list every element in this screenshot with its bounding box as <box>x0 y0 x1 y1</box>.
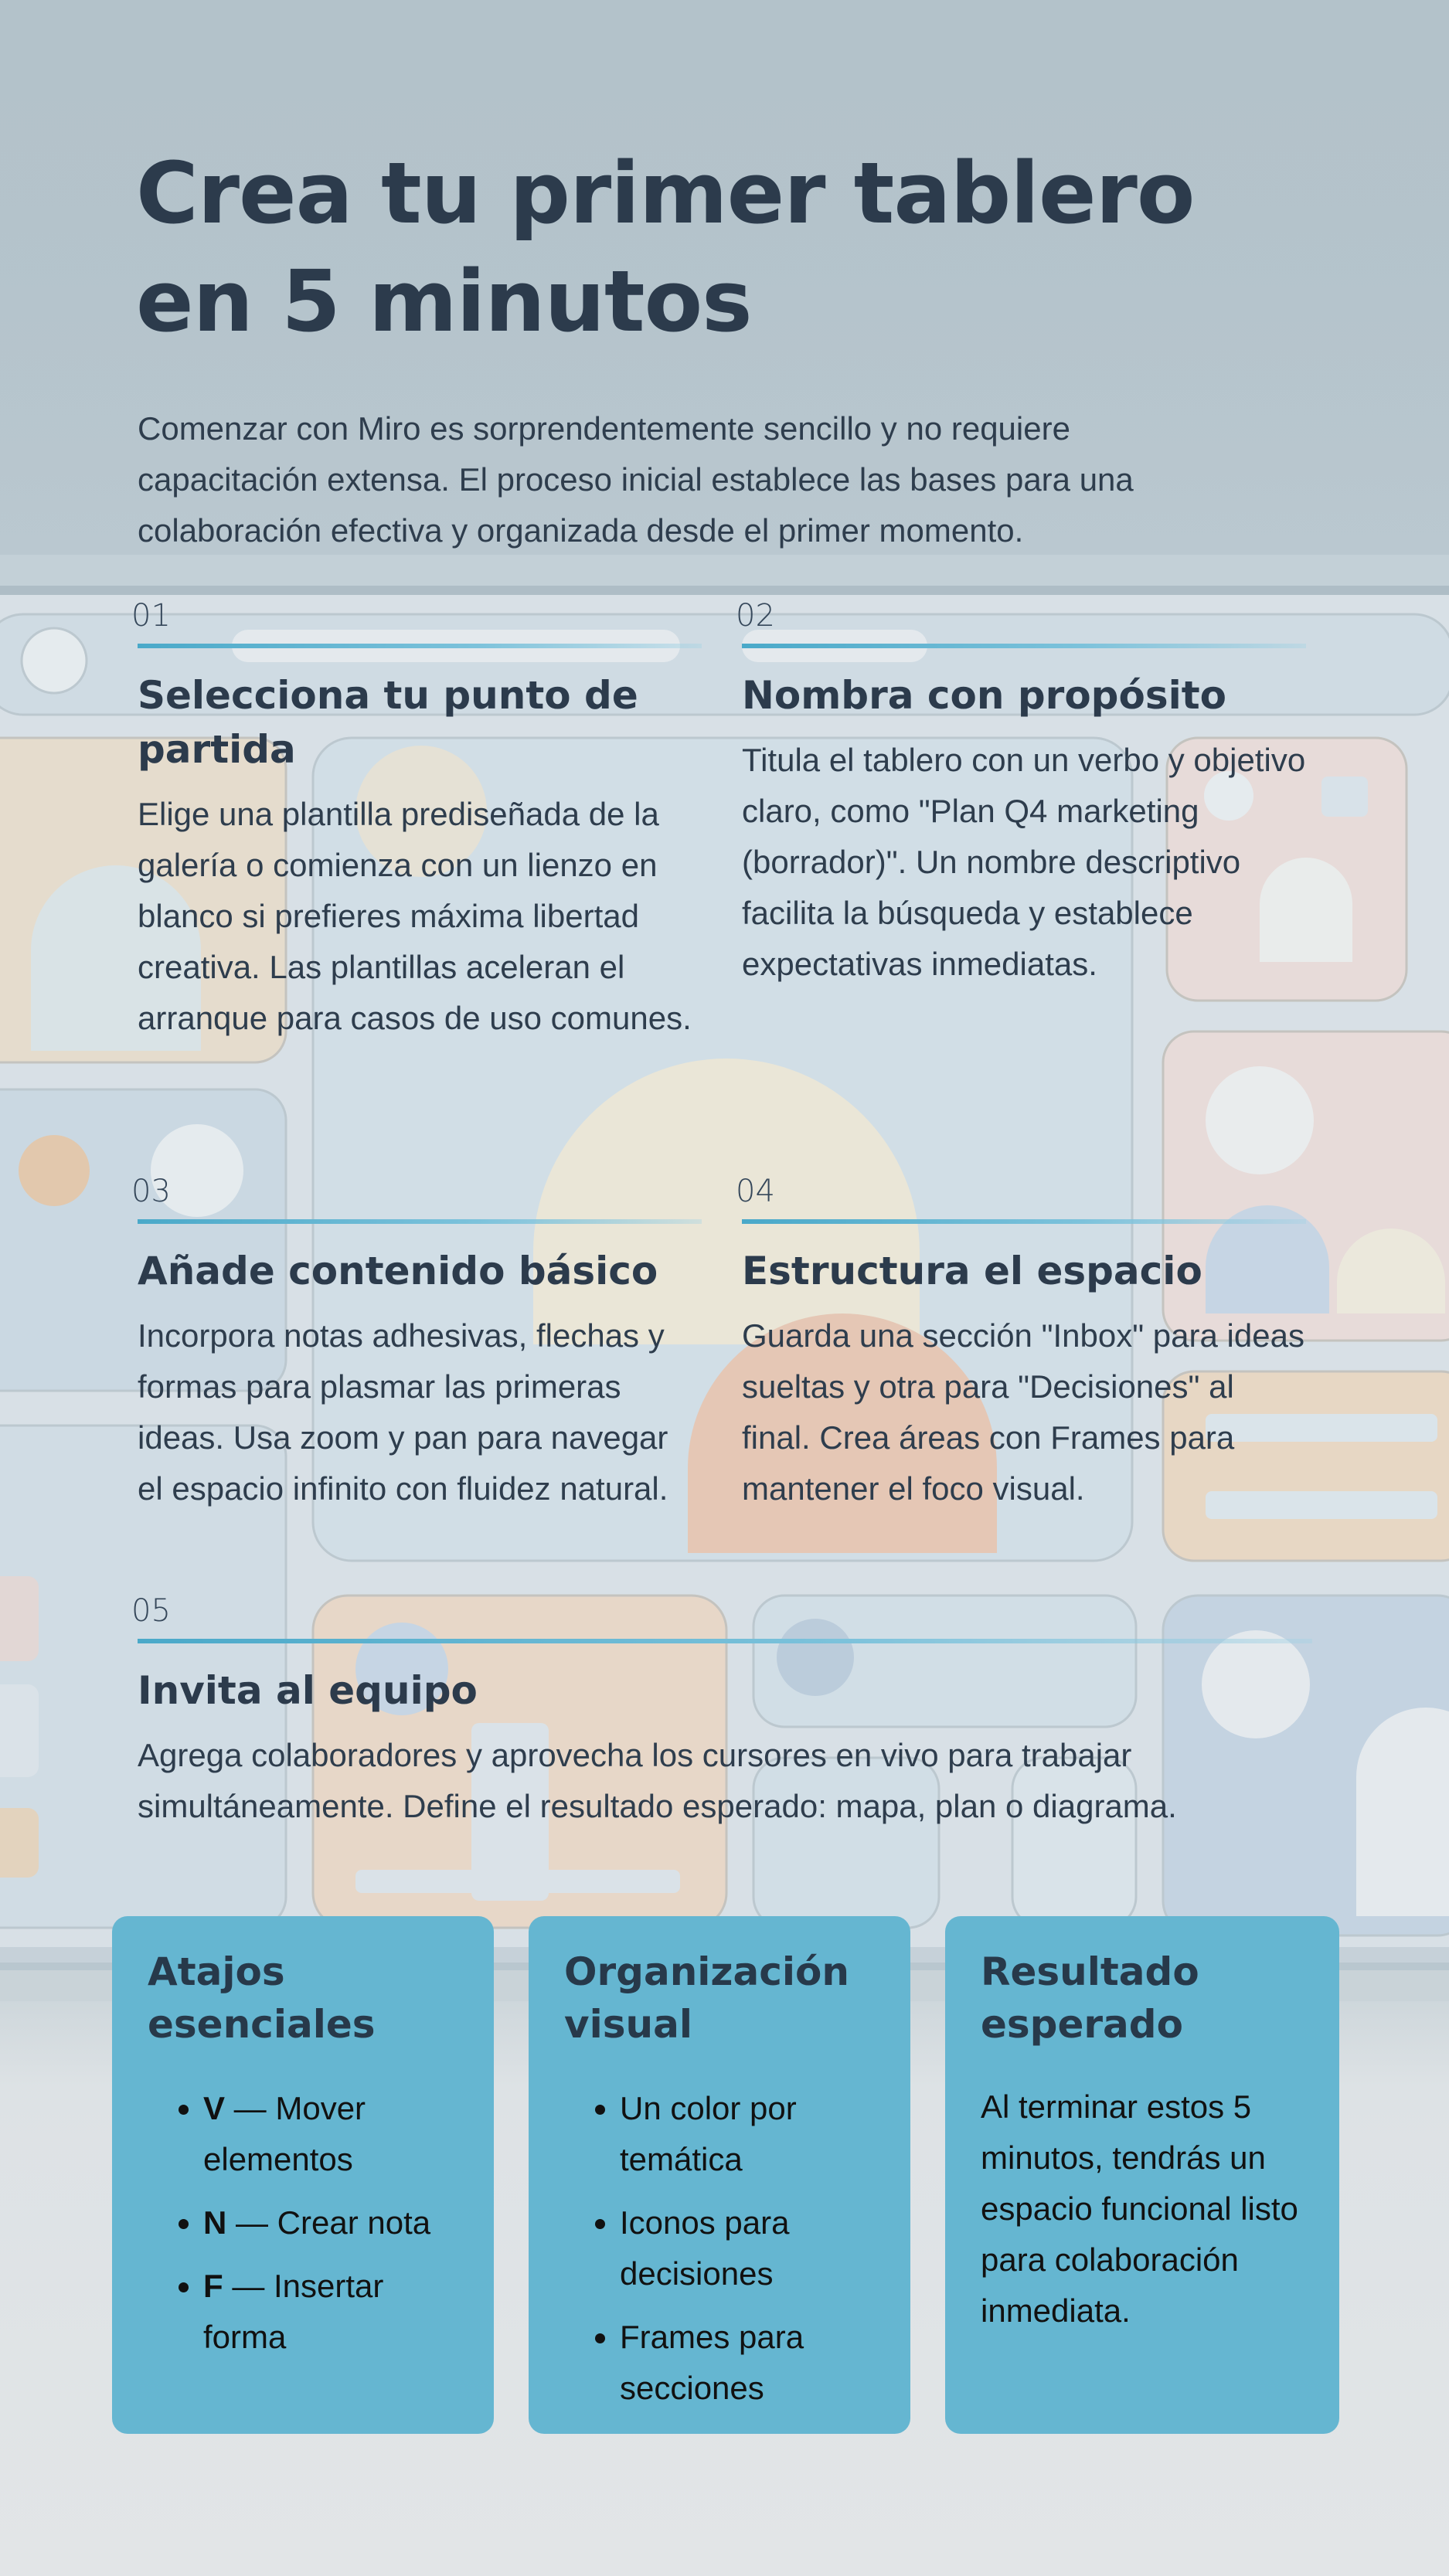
organization-list <box>564 2083 875 2414</box>
shortcut-description: — Insertar forma <box>203 2268 384 2355</box>
shortcut-key: V <box>203 2090 226 2126</box>
step-divider <box>742 644 1306 648</box>
step-2 <box>736 598 1306 990</box>
step-4 <box>736 1174 1306 1514</box>
shortcut-item <box>203 2261 458 2363</box>
step-text: Titula el tablero con un verbo y objetivo claro, como "Plan Q4 marketing (borrador)". Un nombre descriptivo facilita la búsqueda y establece expectativas inmediatas. <box>742 742 1306 982</box>
shortcut-item <box>203 2083 458 2185</box>
card-title: Atajos esenciales <box>148 1949 376 2047</box>
step-divider <box>742 1219 1306 1224</box>
step-number: 02 <box>736 598 775 634</box>
shortcut-item <box>203 2197 458 2248</box>
step-title: Nombra con propósito <box>742 673 1226 718</box>
list-item: • Iconos para decisiones <box>620 2197 875 2299</box>
step-text: Guarda una sección "Inbox" para ideas sueltas y otra para "Decisiones" al final. Crea áreas con Frames para mantener el foco visual. <box>742 1317 1304 1507</box>
step-1 <box>131 598 702 1044</box>
card-title: Organización visual <box>564 1949 849 2047</box>
step-text: Incorpora notas adhesivas, flechas y formas para plasmar las primeras ideas. Usa zoom y pan para navegar el espacio infinito con fluidez natural. <box>138 1317 668 1507</box>
shortcuts-card <box>112 1916 494 2434</box>
shortcut-key: N <box>203 2204 227 2241</box>
step-number: 05 <box>131 1593 171 1629</box>
step-number: 03 <box>131 1174 171 1209</box>
step-text: Elige una plantilla prediseñada de la galería o comienza con un lienzo en blanco si prefieres máxima libertad creativa. Las plantillas aceleran el arranque para casos de uso comunes. <box>138 796 692 1036</box>
list-item: • Frames para secciones <box>620 2312 875 2414</box>
shortcut-description: — Crear nota <box>226 2204 431 2241</box>
step-title: Selecciona tu punto de partida <box>138 673 638 772</box>
step-3 <box>131 1174 702 1514</box>
shortcut-key: F <box>203 2268 223 2304</box>
shortcut-description: — Mover elementos <box>203 2090 366 2177</box>
intro-paragraph: Comenzar con Miro es sorprendentemente sencillo y no requiere capacitación extensa. El proceso inicial establece las bases para una colaboración efectiva y organizada desde el primer momento. <box>138 410 1134 549</box>
step-divider <box>138 644 702 648</box>
step-number: 04 <box>736 1174 775 1209</box>
step-5 <box>131 1593 1312 1832</box>
result-text: Al terminar estos 5 minutos, tendrás un espacio funcional listo para colaboración inmediata. <box>981 2088 1298 2329</box>
step-divider <box>138 1219 702 1224</box>
step-divider <box>138 1639 1312 1643</box>
step-text: Agrega colaboradores y aprovecha los cursores en vivo para trabajar simultáneamente. Define el resultado esperado: mapa, plan o diagrama. <box>138 1737 1177 1824</box>
step-title: Invita al equipo <box>138 1668 478 1713</box>
step-title: Estructura el espacio <box>742 1249 1202 1293</box>
shortcut-list <box>148 2083 458 2363</box>
page-title: Crea tu primer tablero en 5 minutos <box>136 144 1195 351</box>
result-card <box>945 1916 1339 2434</box>
organization-card <box>529 1916 910 2434</box>
card-title: Resultado esperado <box>981 1949 1199 2047</box>
step-title: Añade contenido básico <box>138 1249 658 1293</box>
step-number: 01 <box>131 598 171 634</box>
list-item: • Un color por temática <box>620 2083 875 2185</box>
